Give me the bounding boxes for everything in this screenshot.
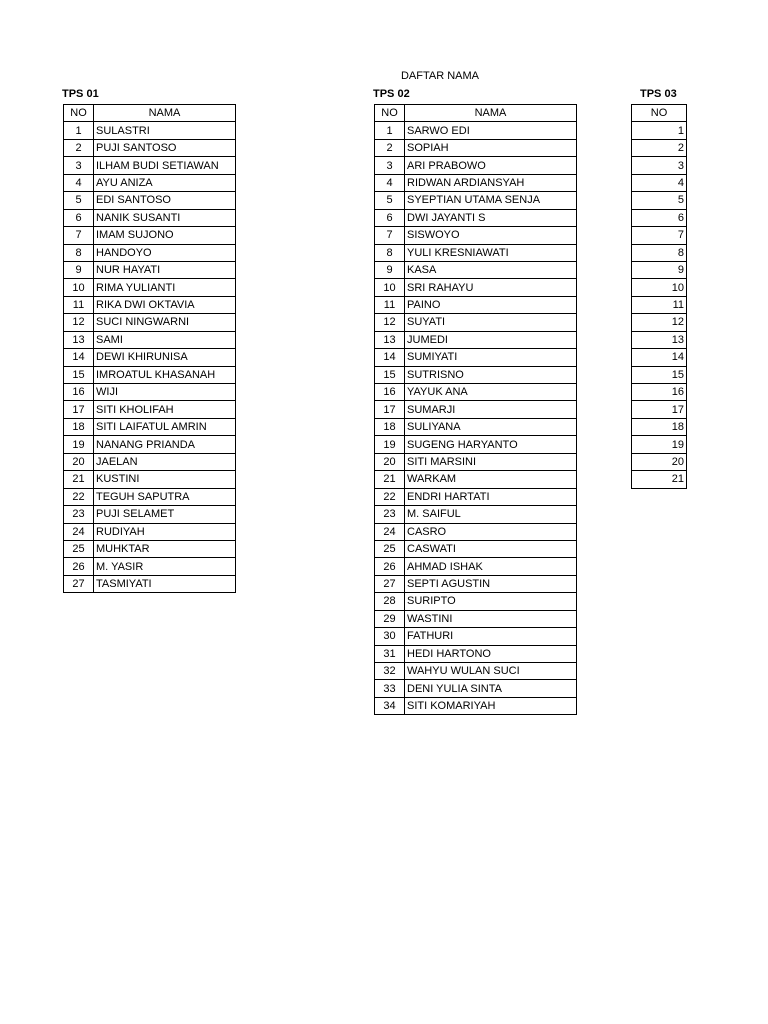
table-row (375, 418, 577, 435)
table-row (375, 680, 577, 697)
table-row (64, 244, 236, 261)
cell-nama: SULASTRI (94, 122, 236, 139)
cell-no: 34 (375, 697, 405, 714)
cell-no: 28 (375, 593, 405, 610)
cell-no: 24 (375, 523, 405, 540)
cell-nama: NANIK SUSANTI (94, 209, 236, 226)
cell-no: 13 (375, 331, 405, 348)
cell-nama: SEPTI AGUSTIN (405, 575, 577, 592)
tps02-table (374, 104, 577, 715)
cell-nama: DENI YULIA SINTA (405, 680, 577, 697)
cell-no: 23 (64, 506, 94, 523)
cell-nama: YAYUK ANA (405, 384, 577, 401)
cell-nama: WAHYU WULAN SUCI (405, 663, 577, 680)
table-row (64, 227, 236, 244)
cell-nama: SITI LAIFATUL AMRIN (94, 418, 236, 435)
table-row (632, 139, 687, 156)
table-row (632, 192, 687, 209)
cell-nama: YULI KRESNIAWATI (405, 244, 577, 261)
cell-no: 2 (632, 139, 687, 156)
cell-nama: JAELAN (94, 453, 236, 470)
cell-no: 14 (64, 349, 94, 366)
cell-nama: HEDI HARTONO (405, 645, 577, 662)
table-row (632, 331, 687, 348)
cell-nama: RUDIYAH (94, 523, 236, 540)
cell-no: 4 (632, 174, 687, 191)
cell-no: 11 (375, 296, 405, 313)
cell-nama: IMROATUL KHASANAH (94, 366, 236, 383)
table-row (375, 593, 577, 610)
cell-nama: SYEPTIAN UTAMA SENJA (405, 192, 577, 209)
cell-no: 4 (64, 174, 94, 191)
cell-nama: SARWO EDI (405, 122, 577, 139)
cell-no: 5 (64, 192, 94, 209)
cell-no: 19 (375, 436, 405, 453)
cell-nama: TEGUH SAPUTRA (94, 488, 236, 505)
cell-nama: EDI SANTOSO (94, 192, 236, 209)
table-row (375, 471, 577, 488)
table-row (375, 314, 577, 331)
table-row (375, 401, 577, 418)
table-row (375, 139, 577, 156)
table-row (64, 192, 236, 209)
tps03-table (631, 104, 687, 489)
cell-no: 18 (375, 418, 405, 435)
table-row (375, 575, 577, 592)
table-row (375, 296, 577, 313)
cell-no: 17 (632, 401, 687, 418)
table-row (375, 645, 577, 662)
table-row (64, 418, 236, 435)
table-row (632, 296, 687, 313)
table-row (375, 436, 577, 453)
table-row (632, 314, 687, 331)
cell-nama: RIKA DWI OKTAVIA (94, 296, 236, 313)
cell-no: 20 (375, 453, 405, 470)
cell-nama: MUHKTAR (94, 540, 236, 557)
cell-nama: SITI KOMARIYAH (405, 697, 577, 714)
table-row (64, 575, 236, 592)
cell-no: 31 (375, 645, 405, 662)
cell-no: 13 (64, 331, 94, 348)
cell-nama: FATHURI (405, 628, 577, 645)
cell-no: 30 (375, 628, 405, 645)
table-row (632, 471, 687, 488)
cell-nama: ILHAM BUDI SETIAWAN (94, 157, 236, 174)
table-row (632, 453, 687, 470)
table-row (375, 384, 577, 401)
cell-no: 5 (375, 192, 405, 209)
table-row (64, 523, 236, 540)
table-row (375, 157, 577, 174)
cell-no: 32 (375, 663, 405, 680)
table-header-row (375, 105, 577, 122)
cell-no: 4 (375, 174, 405, 191)
cell-no: 8 (64, 244, 94, 261)
table-row (632, 227, 687, 244)
cell-no: 29 (375, 610, 405, 627)
cell-no: 10 (64, 279, 94, 296)
cell-no: 20 (632, 453, 687, 470)
cell-nama: DWI JAYANTI S (405, 209, 577, 226)
cell-no: 9 (632, 261, 687, 278)
table-row (632, 366, 687, 383)
cell-nama: DEWI KHIRUNISA (94, 349, 236, 366)
cell-no: 25 (375, 540, 405, 557)
cell-nama: PUJI SANTOSO (94, 139, 236, 156)
cell-nama: HANDOYO (94, 244, 236, 261)
table-header-row (632, 105, 687, 122)
cell-no: 6 (632, 209, 687, 226)
table-row (64, 384, 236, 401)
cell-nama: SUGENG HARYANTO (405, 436, 577, 453)
table-row (64, 314, 236, 331)
table-row (375, 366, 577, 383)
cell-no: 22 (375, 488, 405, 505)
table-row (64, 436, 236, 453)
table-row (64, 139, 236, 156)
cell-nama: ARI PRABOWO (405, 157, 577, 174)
cell-nama: AHMAD ISHAK (405, 558, 577, 575)
cell-no: 19 (632, 436, 687, 453)
tps03-label: TPS 03 (640, 88, 677, 100)
cell-no: 7 (632, 227, 687, 244)
cell-no: 26 (375, 558, 405, 575)
cell-no: 12 (64, 314, 94, 331)
cell-nama: SISWOYO (405, 227, 577, 244)
cell-no: 16 (64, 384, 94, 401)
cell-no: 15 (632, 366, 687, 383)
table-row (375, 174, 577, 191)
table-row (64, 174, 236, 191)
table-row (64, 209, 236, 226)
table-row (632, 209, 687, 226)
table-row (375, 488, 577, 505)
cell-no: 7 (375, 227, 405, 244)
cell-no: 25 (64, 540, 94, 557)
cell-no: 14 (375, 349, 405, 366)
table-row (375, 453, 577, 470)
table-row (632, 384, 687, 401)
table-row (64, 296, 236, 313)
cell-no: 11 (64, 296, 94, 313)
cell-nama: NANANG PRIANDA (94, 436, 236, 453)
cell-no: 10 (375, 279, 405, 296)
cell-no: 21 (375, 471, 405, 488)
table-row (632, 349, 687, 366)
table-row (64, 366, 236, 383)
cell-no: 8 (632, 244, 687, 261)
cell-no: 5 (632, 192, 687, 209)
table-row (632, 174, 687, 191)
table-header-row (64, 105, 236, 122)
cell-no: 12 (632, 314, 687, 331)
table-row (375, 506, 577, 523)
cell-nama: IMAM SUJONO (94, 227, 236, 244)
cell-nama: CASWATI (405, 540, 577, 557)
table-row (375, 244, 577, 261)
table-row (64, 540, 236, 557)
cell-no: 3 (64, 157, 94, 174)
table-row (375, 540, 577, 557)
table-row (64, 279, 236, 296)
cell-no: 33 (375, 680, 405, 697)
cell-no: 23 (375, 506, 405, 523)
tps01-label: TPS 01 (62, 88, 99, 100)
cell-no: 7 (64, 227, 94, 244)
table-row (632, 436, 687, 453)
table-row (64, 471, 236, 488)
cell-nama: SUTRISNO (405, 366, 577, 383)
cell-no: 8 (375, 244, 405, 261)
cell-no: 2 (375, 139, 405, 156)
table-row (375, 122, 577, 139)
table-row (64, 488, 236, 505)
header-no: NO (375, 105, 405, 122)
header-nama: NAMA (94, 105, 236, 122)
cell-nama: PAINO (405, 296, 577, 313)
cell-no: 13 (632, 331, 687, 348)
cell-nama: SAMI (94, 331, 236, 348)
cell-no: 15 (375, 366, 405, 383)
cell-nama: ENDRI HARTATI (405, 488, 577, 505)
table-row (632, 157, 687, 174)
table-row (64, 506, 236, 523)
cell-nama: NUR HAYATI (94, 261, 236, 278)
cell-nama: WARKAM (405, 471, 577, 488)
header-no: NO (64, 105, 94, 122)
table-row (375, 523, 577, 540)
table-row (375, 663, 577, 680)
cell-nama: SITI MARSINI (405, 453, 577, 470)
cell-nama: WASTINI (405, 610, 577, 627)
cell-no: 21 (64, 471, 94, 488)
cell-nama: SUYATI (405, 314, 577, 331)
cell-no: 16 (375, 384, 405, 401)
cell-no: 12 (375, 314, 405, 331)
cell-no: 27 (64, 575, 94, 592)
cell-nama: SULIYANA (405, 418, 577, 435)
table-row (375, 279, 577, 296)
table-row (375, 261, 577, 278)
cell-no: 1 (632, 122, 687, 139)
table-row (375, 558, 577, 575)
table-row (64, 401, 236, 418)
table-row (64, 349, 236, 366)
cell-nama: KASA (405, 261, 577, 278)
cell-nama: WIJI (94, 384, 236, 401)
table-row (375, 331, 577, 348)
cell-no: 21 (632, 471, 687, 488)
cell-no: 2 (64, 139, 94, 156)
cell-nama: SUMIYATI (405, 349, 577, 366)
table-row (632, 244, 687, 261)
cell-no: 9 (375, 261, 405, 278)
header-no: NO (632, 105, 687, 122)
table-row (64, 453, 236, 470)
cell-no: 9 (64, 261, 94, 278)
table-row (64, 122, 236, 139)
cell-nama: JUMEDI (405, 331, 577, 348)
table-row (64, 157, 236, 174)
cell-no: 22 (64, 488, 94, 505)
cell-nama: PUJI SELAMET (94, 506, 236, 523)
cell-nama: AYU ANIZA (94, 174, 236, 191)
tps02-label: TPS 02 (373, 88, 410, 100)
cell-nama: KUSTINI (94, 471, 236, 488)
cell-no: 1 (64, 122, 94, 139)
cell-no: 17 (64, 401, 94, 418)
cell-nama: SUMARJI (405, 401, 577, 418)
cell-nama: SRI RAHAYU (405, 279, 577, 296)
cell-no: 18 (632, 418, 687, 435)
cell-no: 10 (632, 279, 687, 296)
table-row (375, 349, 577, 366)
cell-no: 3 (632, 157, 687, 174)
cell-nama: RIMA YULIANTI (94, 279, 236, 296)
tps01-table (63, 104, 236, 593)
cell-nama: SUCI NINGWARNI (94, 314, 236, 331)
header-nama: NAMA (405, 105, 577, 122)
cell-no: 1 (375, 122, 405, 139)
cell-nama: CASRO (405, 523, 577, 540)
cell-nama: RIDWAN ARDIANSYAH (405, 174, 577, 191)
cell-no: 19 (64, 436, 94, 453)
cell-no: 16 (632, 384, 687, 401)
page-title: DAFTAR NAMA (400, 70, 480, 82)
cell-no: 26 (64, 558, 94, 575)
cell-no: 6 (375, 209, 405, 226)
table-row (375, 610, 577, 627)
cell-nama: TASMIYATI (94, 575, 236, 592)
table-row (375, 209, 577, 226)
cell-nama: SURIPTO (405, 593, 577, 610)
table-row (64, 261, 236, 278)
cell-nama: SOPIAH (405, 139, 577, 156)
cell-nama: M. YASIR (94, 558, 236, 575)
cell-no: 27 (375, 575, 405, 592)
table-row (632, 418, 687, 435)
table-row (632, 279, 687, 296)
table-row (64, 558, 236, 575)
cell-nama: M. SAIFUL (405, 506, 577, 523)
cell-no: 17 (375, 401, 405, 418)
cell-no: 11 (632, 296, 687, 313)
table-row (375, 227, 577, 244)
cell-no: 6 (64, 209, 94, 226)
table-row (632, 401, 687, 418)
cell-no: 14 (632, 349, 687, 366)
table-row (375, 192, 577, 209)
table-row (375, 628, 577, 645)
cell-no: 20 (64, 453, 94, 470)
table-row (375, 697, 577, 714)
cell-no: 24 (64, 523, 94, 540)
cell-no: 15 (64, 366, 94, 383)
cell-no: 18 (64, 418, 94, 435)
table-row (632, 261, 687, 278)
cell-nama: SITI KHOLIFAH (94, 401, 236, 418)
cell-no: 3 (375, 157, 405, 174)
table-row (632, 122, 687, 139)
table-row (64, 331, 236, 348)
